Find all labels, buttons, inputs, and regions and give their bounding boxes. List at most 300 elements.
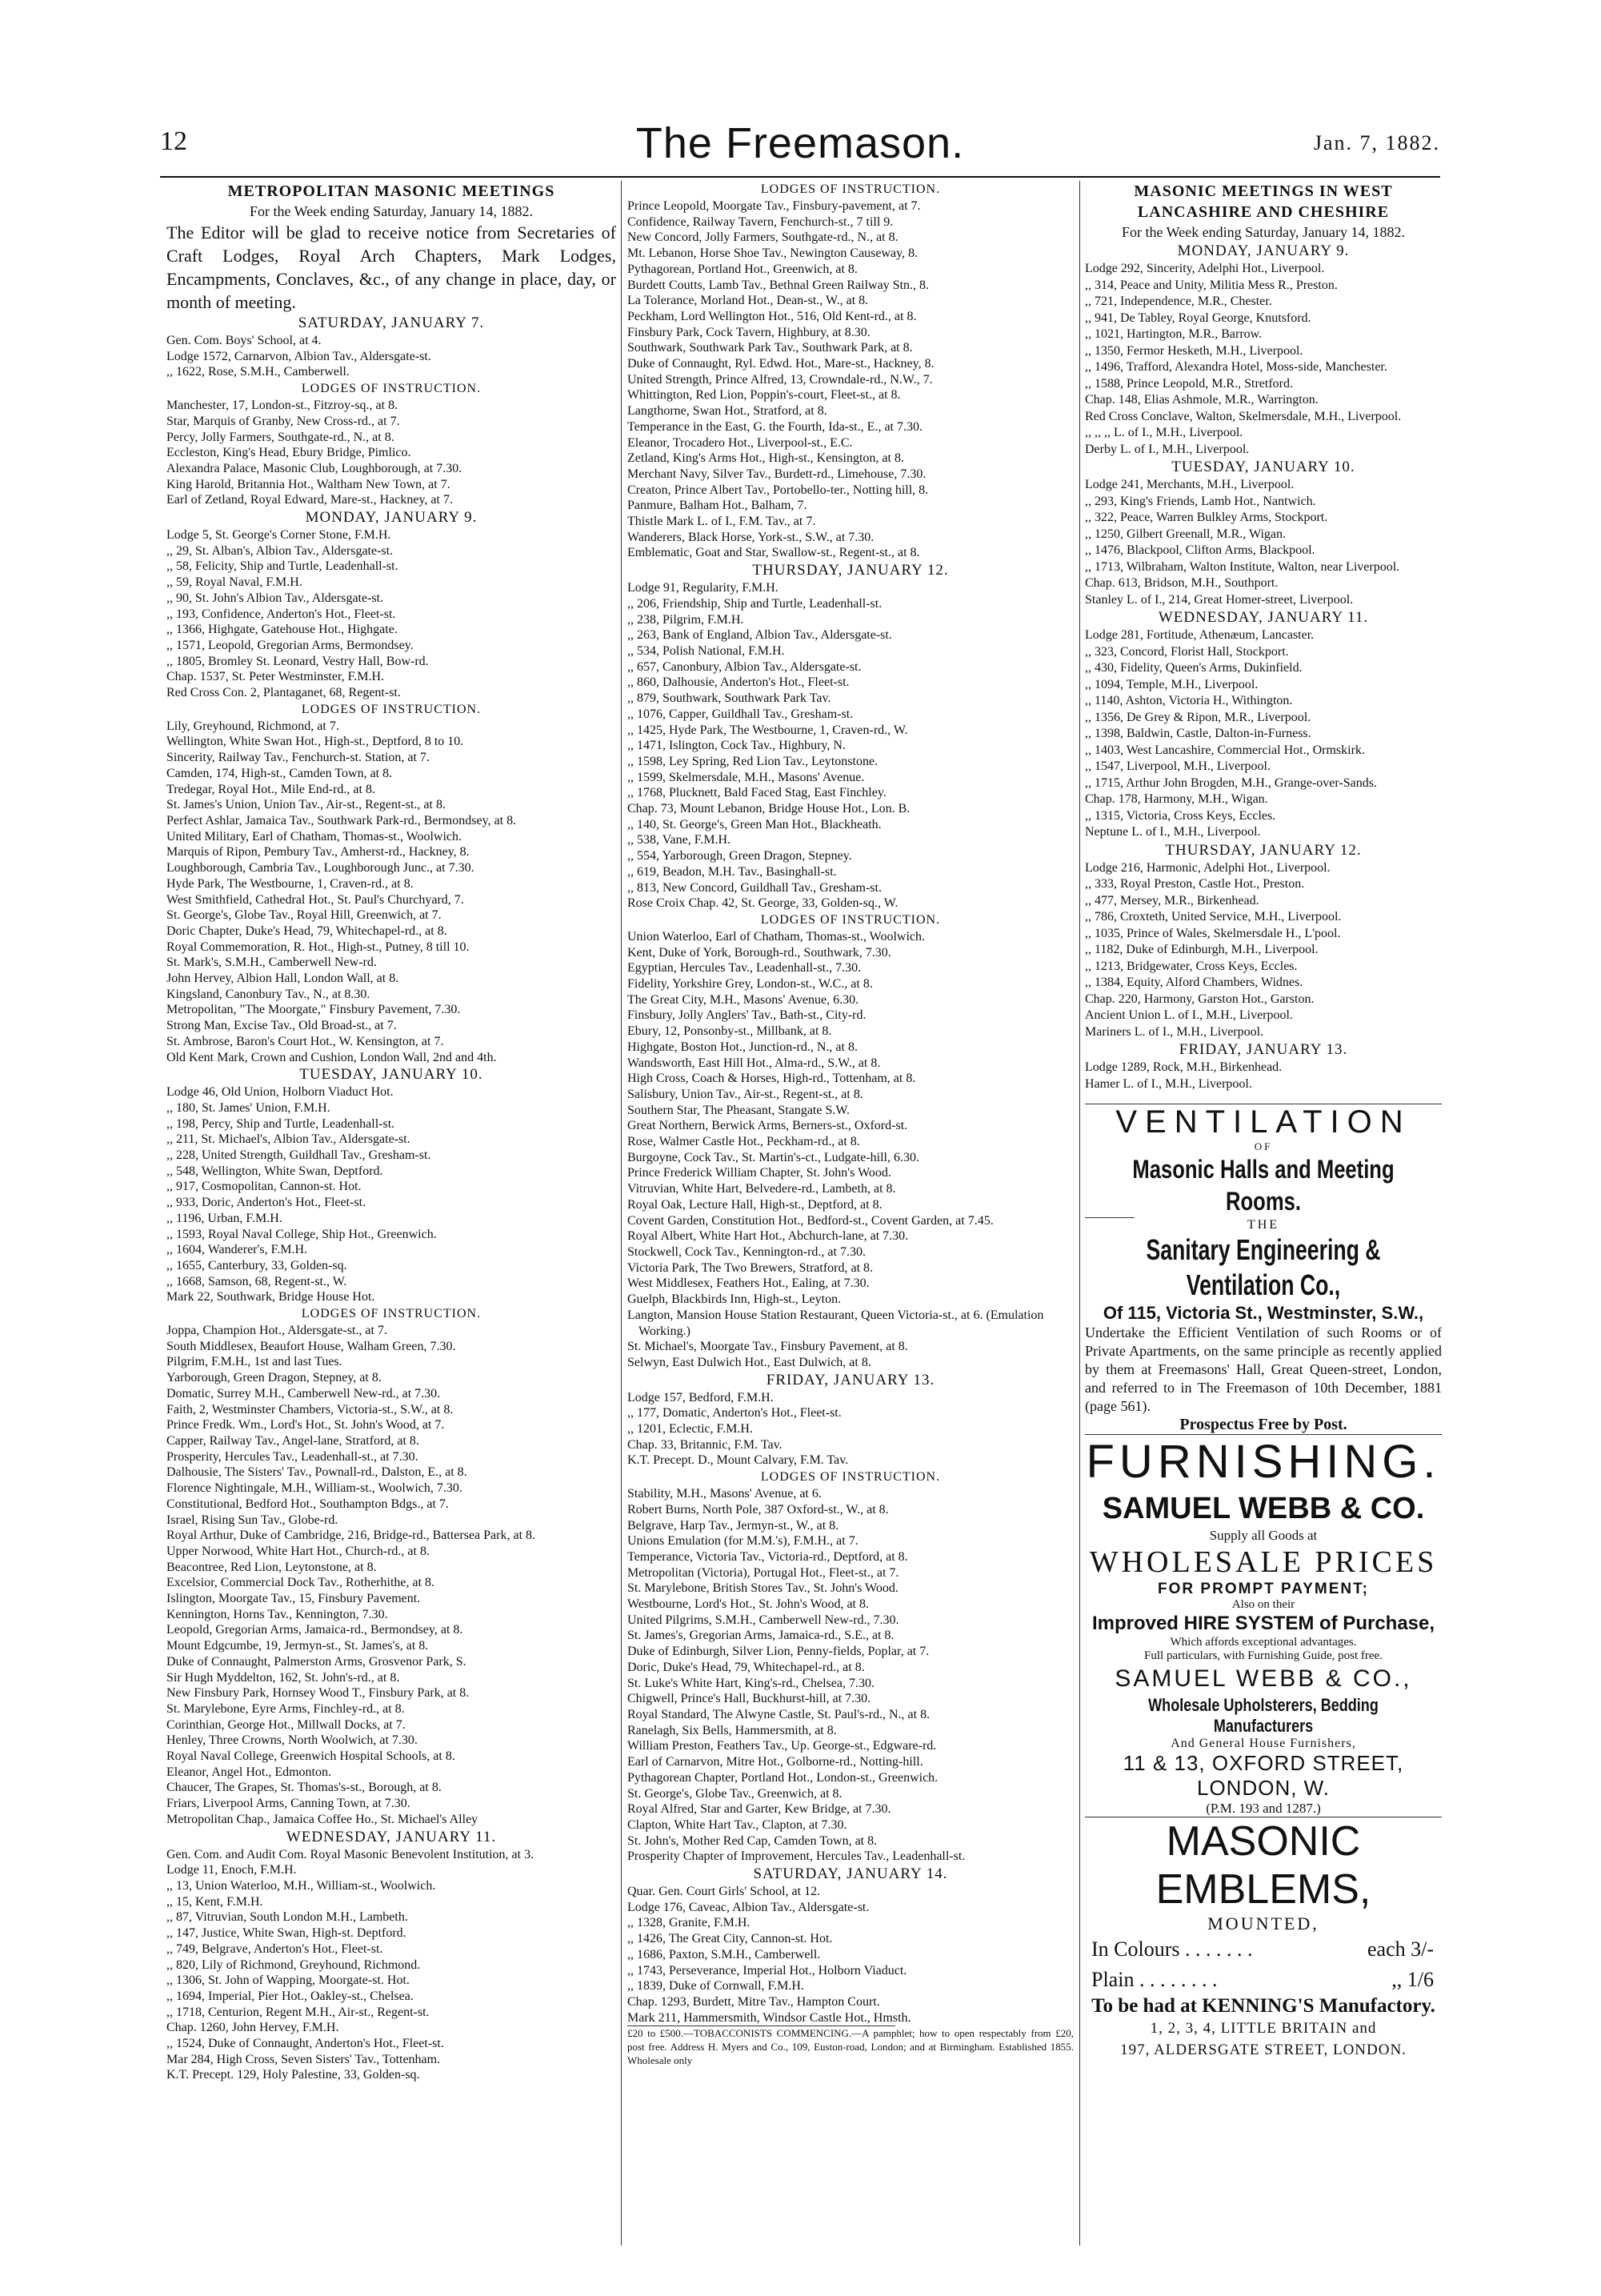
meeting-entry: Mar 284, High Cross, Seven Sisters' Tav., Tottenham.	[166, 2052, 441, 2066]
tobacconist-advert: £20 to £500.—TOBACCONISTS COMMENCING.—A pamphlet; how to open respectably from £20, post free. Address H. Myers and Co., 109, Euston-road, London; and at Birmingham. Established 1855. Wholesale only	[627, 2027, 1074, 2067]
meeting-entry: Royal Alfred, Star and Garter, Kew Bridge, at 7.30.	[627, 1802, 891, 1817]
meeting-entry: ,, 1694, Imperial, Pier Hot., Oakley-st., Chelsea.	[166, 1989, 414, 2003]
advert-text: THE	[1247, 1218, 1280, 1232]
meeting-entry: Dalhousie, The Sisters' Tav., Pownall-rd., Dalston, E., at 8.	[166, 1465, 467, 1480]
meeting-entry: Red Cross Con. 2, Plantaganet, 68, Regent-st.	[166, 686, 401, 700]
meeting-entry: Royal Albert, White Hart Hot., Abchurch-lane, at 7.30.	[627, 1229, 909, 1244]
sub-heading: LODGES OF INSTRUCTION.	[760, 1470, 941, 1485]
meeting-entry: ,, 1250, Gilbert Greenall, M.R., Wigan.	[1085, 527, 1287, 541]
meeting-entry: Upper Norwood, White Hart Hot., Church-rd., at 8.	[166, 1544, 430, 1558]
meeting-entry: ,, 238, Pilgrim, F.M.H.	[627, 612, 744, 627]
meeting-entry: Guelph, Blackbirds Inn, High-st., Leyton.	[627, 1292, 842, 1307]
meeting-entry: ,, 1588, Prince Leopold, M.R., Stretford.	[1085, 376, 1293, 391]
meeting-entry: Israel, Rising Sun Tav., Globe-rd.	[166, 1513, 338, 1527]
company-name: SAMUEL WEBB & CO.	[1102, 1492, 1425, 1525]
meeting-entry: Thistle Mark L. of I., F.M. Tav., at 7.	[627, 515, 816, 529]
meeting-entry: Wanderers, Black Horse, York-st., S.W., at 7.30.	[627, 530, 875, 544]
meeting-entry: Earl of Carnarvon, Mitre Hot., Golborne-rd., Notting-hill.	[627, 1755, 923, 1769]
meeting-entry: Stockwell, Cock Tav., Kennington-rd., at 7.30.	[627, 1245, 866, 1259]
meeting-entry: Chap. 1260, John Hervey, F.M.H.	[166, 2021, 339, 2035]
meeting-entry: Egyptian, Hercules Tav., Leadenhall-st., 7.30.	[627, 961, 862, 976]
meeting-entry: ,, 58, Felicity, Ship and Turtle, Leadenhall-st.	[166, 559, 398, 574]
meeting-entry: ,, 1524, Duke of Connaught, Anderton's Hot., Fleet-st.	[166, 2037, 444, 2051]
meeting-entry: ,, 1686, Paxton, S.M.H., Camberwell.	[627, 1947, 821, 1961]
meeting-entry: Prince Frederick William Chapter, St. John's Wood.	[627, 1166, 891, 1180]
meeting-entry: ,, 1593, Royal Naval College, Ship Hot., Greenwich.	[166, 1227, 437, 1241]
meeting-entry: ,, 1366, Highgate, Gatehouse Hot., Highgate.	[166, 623, 398, 637]
meeting-entry: West Smithfield, Cathedral Hot., St. Paul's Churchyard, 7.	[166, 892, 464, 907]
advert-text: MOUNTED,	[1207, 1913, 1319, 1933]
meeting-entry: Eccleston, King's Head, Ebury Bridge, Pimlico.	[166, 446, 411, 460]
meeting-entry: ,, 430, Fidelity, Queen's Arms, Dukinfield.	[1085, 661, 1303, 675]
meeting-entry: Prince Leopold, Moorgate Tav., Finsbury-pavement, at 7.	[627, 199, 921, 213]
meeting-entry: Gen. Com. and Audit Com. Royal Masonic Benevolent Institution, at 3.	[166, 1847, 534, 1861]
meeting-entry: ,, 1715, Arthur John Brogden, M.H., Grange-over-Sands.	[1085, 775, 1377, 790]
meeting-entry: Stanley L. of I., 214, Great Homer-street, Liverpool.	[1085, 592, 1354, 607]
meeting-entry: Creaton, Prince Albert Tav., Portobello-ter., Notting hill, 8.	[627, 483, 929, 497]
meeting-entry: Leopold, Gregorian Arms, Jamaica-rd., Bermondsey, at 8.	[166, 1623, 463, 1637]
meeting-entry: Rose Croix Chap. 42, St. George, 33, Golden-sq., W.	[627, 896, 899, 911]
meeting-entry: ,, 619, Beadon, M.H. Tav., Basinghall-st.	[627, 864, 837, 879]
meeting-entry: ,, 1547, Liverpool, M.H., Liverpool.	[1085, 759, 1271, 773]
meeting-entry: Southern Star, The Pheasant, Stangate S.W.	[627, 1103, 850, 1117]
meeting-entry: Lodge 1572, Carnarvon, Albion Tav., Aldersgate-st.	[166, 349, 431, 363]
meeting-entry: St. George's, Globe Tav., Royal Hill, Greenwich, at 7.	[166, 908, 442, 923]
meeting-entry: ,, 1768, Plucknett, Bald Faced Stag, East Finchley.	[627, 786, 887, 800]
meeting-entry: Ancient Union L. of I., M.H., Liverpool.	[1085, 1008, 1293, 1022]
meeting-entry: Rose, Walmer Castle Hot., Peckham-rd., at 8.	[627, 1135, 860, 1149]
meeting-entry: ,, 29, St. Alban's, Albion Tav., Aldersgate-st.	[166, 543, 394, 558]
meeting-entry: West Middlesex, Feathers Hot., Ealing, at 7.30.	[627, 1276, 870, 1291]
meeting-entry: Kennington, Horns Tav., Kennington, 7.30.	[166, 1607, 388, 1621]
meeting-entry: Finsbury, Jolly Anglers' Tav., Bath-st., City-rd.	[627, 1008, 867, 1023]
meeting-entry: Royal Commemoration, R. Hot., High-st., Putney, 8 till 10.	[166, 940, 470, 954]
meeting-entry: Mount Edgcumbe, 19, Jermyn-st., St. James's, at 8.	[166, 1639, 429, 1653]
meeting-entry: ,, 59, Royal Naval, F.M.H.	[166, 575, 302, 590]
meeting-entry: The Great City, M.H., Masons' Avenue, 6.30.	[627, 992, 859, 1007]
meeting-entry: ,, 1718, Centurion, Regent M.H., Air-st., Regent-st.	[166, 2005, 430, 2019]
meeting-entry: ,, 180, St. James' Union, F.M.H.	[166, 1100, 330, 1115]
meeting-entry: ,, 1196, Urban, F.M.H.	[166, 1211, 282, 1225]
furnishing-advert	[1085, 1435, 1442, 1817]
meeting-entry: Westbourne, Lord's Hot., St. John's Wood, at 8.	[627, 1597, 869, 1612]
meeting-entry: ,, 193, Confidence, Anderton's Hot., Fleet-st.	[166, 607, 396, 621]
meeting-entry: Kent, Duke of York, Borough-rd., Southwark, 7.30.	[627, 945, 891, 960]
meeting-entry: Lodge 11, Enoch, F.M.H.	[166, 1863, 297, 1877]
meeting-entry: King Harold, Britannia Hot., Waltham New Town, at 7.	[166, 477, 450, 491]
advert-text: Wholesale Upholsterers, Bedding Manufacturers	[1148, 1695, 1379, 1736]
advert-heading: WHOLESALE PRICES	[1089, 1545, 1438, 1579]
meeting-entry: ,, 206, Friendship, Ship and Turtle, Leadenhall-st.	[627, 596, 883, 611]
meeting-entry: Finsbury Park, Cock Tavern, Highbury, at 8.30.	[627, 325, 871, 339]
meeting-entry: Highgate, Boston Hot., Junction-rd., N., at 8.	[627, 1040, 858, 1054]
meeting-entry: Wandsworth, East Hill Hot., Alma-rd., S.W., at 8.	[627, 1056, 881, 1070]
meeting-entry: Duke of Connaught, Palmerston Arms, Grosvenor Park, S.	[166, 1654, 466, 1669]
meeting-entry: ,, 1213, Bridgewater, Cross Keys, Eccles.	[1085, 959, 1298, 973]
meeting-entry: New Finsbury Park, Hornsey Wood T., Finsbury Park, at 8.	[166, 1686, 470, 1701]
meeting-entry: Mark 211, Hammersmith, Windsor Castle Hot., Hmsth.	[627, 2010, 911, 2025]
day-heading: TUESDAY, JANUARY 10.	[299, 1066, 483, 1084]
meeting-entry: ,, 1622, Rose, S.M.H., Camberwell.	[166, 365, 350, 379]
meeting-entry: ,, 860, Dalhousie, Anderton's Hot., Fleet-st.	[627, 675, 850, 690]
meeting-entry: High Cross, Coach & Horses, High-rd., Tottenham, at 8.	[627, 1072, 916, 1086]
price-label: In Colours . . . . . . .	[1091, 1937, 1253, 1961]
meeting-entry: ,, 721, Independence, M.R., Chester.	[1085, 295, 1272, 308]
sub-heading: LODGES OF INSTRUCTION.	[301, 1307, 482, 1321]
meeting-entry: ,, 1140, Ashton, Victoria H., Withington.	[1085, 694, 1293, 707]
meeting-entry: Sincerity, Railway Tav., Fenchurch-st. Station, at 7.	[166, 751, 430, 765]
meeting-entry: United Military, Earl of Chatham, Thomas-st., Woolwich.	[166, 829, 462, 843]
meeting-entry: ,, 228, United Strength, Guildhall Tav., Gresham-st.	[166, 1148, 431, 1163]
meeting-entry: Victoria Park, The Two Brewers, Stratford, at 8.	[627, 1260, 874, 1275]
meeting-entry: ,, 879, Southwark, Southwark Park Tav.	[627, 691, 831, 706]
advert-note: Prospectus Free by Post.	[1179, 1416, 1347, 1433]
meeting-entry: Henley, Three Crowns, North Woolwich, at 7.30.	[166, 1733, 418, 1748]
meeting-entry: Peckham, Lord Wellington Hot., 516, Old Kent-rd., at 8.	[627, 309, 917, 323]
day-heading: MONDAY, JANUARY 9.	[1177, 242, 1350, 259]
meeting-entry: Stability, M.H., Masons' Avenue, at 6.	[627, 1487, 822, 1501]
advert-body: Undertake the Efficient Ventilation of such Rooms or of Private Apartments, on the same principle as recently applied by them at Freemasons' Hall, Great Queen-street, London, and referred to in The Freemason of 10th December, 1881 (page 561).	[1085, 1324, 1442, 1414]
meeting-entry: ,, 1598, Ley Spring, Red Lion Tav., Leytonstone.	[627, 754, 879, 768]
meeting-entry: St. Ambrose, Baron's Court Hot., W. Kensington, at 7.	[166, 1034, 444, 1048]
meeting-entry: Hamer L. of I., M.H., Liverpool.	[1085, 1076, 1252, 1091]
meeting-list	[166, 314, 616, 2083]
meeting-entry: Lodge 241, Merchants, M.H., Liverpool.	[1085, 478, 1295, 491]
meeting-entry: Selwyn, East Dulwich Hot., East Dulwich, at 8.	[627, 1355, 871, 1369]
meeting-entry: Red Cross Conclave, Walton, Skelmersdale, M.H., Liverpool.	[1085, 409, 1402, 423]
day-heading: WEDNESDAY, JANUARY 11.	[286, 1828, 497, 1845]
meeting-entry: ,, 1604, Wanderer's, F.M.H.	[166, 1243, 307, 1257]
meeting-entry: Whittington, Red Lion, Poppin's-court, Fleet-st., at 8.	[627, 388, 901, 403]
section-title: METROPOLITAN MASONIC MEETINGS	[227, 182, 555, 200]
meeting-entry: Doric, Duke's Head, 79, Whitechapel-rd., at 8.	[627, 1660, 865, 1674]
advert-text: OF	[1254, 1140, 1273, 1152]
meeting-entry: Joppa, Champion Hot., Aldersgate-st., at 7.	[166, 1324, 387, 1338]
day-heading: FRIDAY, JANUARY 13.	[766, 1371, 935, 1388]
meeting-entry: Hyde Park, The Westbourne, 1, Craven-rd., at 8.	[166, 876, 414, 891]
meeting-entry: Chaucer, The Grapes, St. Thomas's-st., Borough, at 8.	[166, 1781, 442, 1795]
meeting-entry: St. George's, Globe Tav., Greenwich, at 8.	[627, 1786, 843, 1801]
meeting-entry: Islington, Moorgate Tav., 15, Finsbury Pavement.	[166, 1592, 421, 1606]
meeting-entry: Perfect Ashlar, Jamaica Tav., Southwark Park-rd., Bermondsey, at 8.	[166, 813, 517, 827]
section-subtitle: For the Week ending Saturday, January 14, 1882.	[250, 203, 533, 219]
meeting-entry: K.T. Precept. 129, Holy Palestine, 33, Golden-sq.	[166, 2068, 420, 2082]
meeting-entry: ,, 1743, Perseverance, Imperial Hot., Holborn Viaduct.	[627, 1963, 907, 1977]
sub-heading: LODGES OF INSTRUCTION.	[760, 182, 941, 196]
meeting-entry: Friars, Liverpool Arms, Canning Town, at 7.30.	[166, 1797, 410, 1811]
company-name: SAMUEL WEBB & CO.,	[1115, 1665, 1412, 1692]
meeting-entry: St. Luke's White Hart, King's-rd., Chelsea, 7.30.	[627, 1676, 875, 1690]
meeting-entry: New Concord, Jolly Farmers, Southgate-rd., N., at 8.	[627, 230, 899, 245]
day-heading: MONDAY, JANUARY 9.	[305, 509, 478, 527]
meeting-entry: Panmure, Balham Hot., Balham, 7.	[627, 499, 807, 513]
advert-title: FURNISHING.	[1086, 1436, 1441, 1488]
price-row	[1085, 1965, 1442, 1995]
meeting-entry: Capper, Railway Tav., Angel-lane, Stratford, at 8.	[166, 1434, 419, 1448]
meeting-entry: John Hervey, Albion Hall, London Wall, at 8.	[166, 972, 399, 986]
meeting-entry: Royal Standard, The Alwyne Castle, St. Paul's-rd., N., at 8.	[627, 1707, 931, 1721]
column-west-lancashire	[1085, 181, 1442, 2061]
meeting-entry: Loughborough, Cambria Tav., Loughborough Junc., at 7.30.	[166, 861, 474, 876]
meeting-entry: Sir Hugh Myddelton, 162, St. John's-rd., at 8.	[166, 1670, 400, 1685]
meeting-entry: ,, 1471, Islington, Cock Tav., Highbury, N.	[627, 739, 846, 753]
meeting-entry: ,, 1356, De Grey & Ripon, M.R., Liverpool.	[1085, 710, 1311, 724]
price-row	[1085, 1934, 1442, 1965]
meeting-entry: Pythagorean Chapter, Portland Hot., London-st., Greenwich.	[627, 1770, 939, 1785]
meeting-entry: ,, 1306, St. John of Wapping, Moorgate-st. Hot.	[166, 1973, 410, 1988]
meeting-entry: Chap. 613, Bridson, M.H., Southport.	[1085, 576, 1279, 590]
meeting-entry: Ebury, 12, Ponsonby-st., Millbank, at 8.	[627, 1024, 832, 1039]
meeting-entry: ,, 293, King's Friends, Lamb Hot., Nantwich.	[1085, 494, 1316, 508]
meeting-entry: ,, 1315, Victoria, Cross Keys, Eccles.	[1085, 808, 1276, 823]
meeting-entry: ,, 1599, Skelmersdale, M.H., Masons' Avenue.	[627, 770, 865, 784]
advert-text: FOR PROMPT PAYMENT;	[1158, 1581, 1369, 1597]
meeting-entry: Ranelagh, Six Bells, Hammersmith, at 8.	[627, 1723, 837, 1737]
emblems-advert	[1085, 1817, 1442, 2061]
meeting-entry: Lodge 91, Regularity, F.M.H.	[627, 581, 778, 595]
meeting-entry: St. James's Union, Union Tav., Air-st., Regent-st., at 8.	[166, 798, 446, 812]
page-header	[160, 118, 1440, 174]
meeting-entry: ,, 786, Croxteth, United Service, M.H., Liverpool.	[1085, 910, 1342, 924]
meeting-entry: William Preston, Feathers Tav., Up. George-st., Edgware-rd.	[627, 1739, 937, 1753]
meeting-entry: Chap. 33, Britannic, F.M. Tav.	[627, 1437, 782, 1452]
meeting-entry: Burdett Coutts, Lamb Tav., Bethnal Green Railway Stn., 8.	[627, 278, 930, 292]
meeting-entry: Southwark, Southwark Park Tav., Southwark Park, at 8.	[627, 341, 913, 355]
meeting-entry: Beacontree, Red Lion, Leytonstone, at 8.	[166, 1560, 377, 1574]
advert-text: And General House Furnishers,	[1171, 1737, 1356, 1750]
meeting-entry: Covent Garden, Constitution Hot., Bedford-st., Covent Garden, at 7.45.	[627, 1213, 994, 1228]
meeting-entry: ,, 1668, Samson, 68, Regent-st., W.	[166, 1274, 347, 1288]
advert-text: (P.M. 193 and 1287.)	[1206, 1801, 1321, 1816]
meeting-entry: Manchester, 17, London-st., Fitzroy-sq., at 8.	[166, 399, 398, 413]
meeting-entry: ,, 13, Union Waterloo, M.H., William-st., Woolwich.	[166, 1878, 436, 1893]
company-address: 1, 2, 3, 4, LITTLE BRITAIN and	[1150, 2020, 1377, 2037]
meeting-entry: ,, 1805, Bromley St. Leonard, Vestry Hall, Bow-rd.	[166, 654, 429, 668]
price-value: ,, 1/6	[1391, 1968, 1434, 1991]
column-divider	[621, 181, 622, 2246]
column-metropolitan-continued	[627, 181, 1074, 2067]
meeting-entry: Chap. 148, Elias Ashmole, M.R., Warrington.	[1085, 393, 1319, 407]
meeting-entry: South Middlesex, Beaufort House, Walham Green, 7.30.	[166, 1339, 456, 1353]
meeting-entry: Prosperity Chapter of Improvement, Hercules Tav., Leadenhall-st.	[627, 1849, 966, 1864]
meeting-entry: United Strength, Prince Alfred, 13, Crowndale-rd., N.W., 7.	[627, 372, 933, 387]
meeting-entry: ,, 1201, Eclectic, F.M.H.	[627, 1422, 753, 1437]
meeting-entry: Gen. Com. Boys' School, at 4.	[166, 334, 322, 347]
day-heading: WEDNESDAY, JANUARY 11.	[1158, 609, 1369, 626]
meeting-entry: Derby L. of I., M.H., Liverpool.	[1085, 442, 1250, 456]
meeting-entry: Burgoyne, Cock Tav., St. Martin's-ct., Ludgate-hill, 6.30.	[627, 1150, 919, 1164]
meeting-entry: Lodge 281, Fortitude, Athenæum, Lancaster.	[1085, 628, 1315, 642]
meeting-entry: Yarborough, Green Dragon, Stepney, at 8.	[166, 1371, 382, 1385]
meeting-entry: ,, 333, Royal Preston, Castle Hot., Preston.	[1085, 877, 1305, 891]
meeting-entry: St. James's, Gregorian Arms, Jamaica-rd., S.E., at 8.	[627, 1629, 895, 1643]
meeting-entry: Metropolitan Chap., Jamaica Coffee Ho., St. Michael's Alley	[166, 1812, 478, 1826]
day-heading: FRIDAY, JANUARY 13.	[1179, 1041, 1348, 1058]
meeting-entry: Langthorne, Swan Hot., Stratford, at 8.	[627, 404, 827, 419]
meeting-entry: ,, 538, Vane, F.M.H.	[627, 833, 731, 847]
advert-heading: To be had at KENNING'S Manufactory.	[1091, 1995, 1435, 2017]
meeting-entry: Eleanor, Trocadero Hot., Liverpool-st., E.C.	[627, 435, 853, 450]
meeting-entry: ,, 941, De Tabley, Royal George, Knutsford.	[1085, 311, 1311, 325]
advert-title: MASONIC EMBLEMS,	[1155, 1818, 1371, 1913]
meeting-entry: ,, 1328, Granite, F.M.H.	[627, 1916, 750, 1930]
meeting-entry: Chap. 1537, St. Peter Westminster, F.M.H.	[166, 670, 385, 684]
meeting-entry: ,, 1403, West Lancashire, Commercial Hot., Ormskirk.	[1085, 743, 1365, 757]
meeting-entry: ,, 917, Cosmopolitan, Cannon-st. Hot.	[166, 1180, 362, 1194]
meeting-entry: ,, 198, Percy, Ship and Turtle, Leadenhall-st.	[166, 1116, 395, 1131]
column-divider	[1079, 181, 1080, 2246]
meeting-entry: ,, 813, New Concord, Guildhall Tav., Gresham-st.	[627, 880, 882, 895]
meeting-entry: Mark 22, Southwark, Bridge House Hot.	[166, 1290, 375, 1304]
meeting-entry: Chap. 178, Harmony, M.H., Wigan.	[1085, 792, 1268, 806]
meeting-entry: Quar. Gen. Court Girls' School, at 12.	[627, 1885, 821, 1899]
meeting-entry: ,, 211, St. Michael's, Albion Tav., Aldersgate-st.	[166, 1132, 410, 1147]
meeting-entry: ,, 1384, Equity, Alford Chambers, Widnes.	[1085, 976, 1303, 989]
meeting-entry: St. Michael's, Moorgate Tav., Finsbury Pavement, at 8.	[627, 1340, 908, 1354]
meeting-entry: Eleanor, Angel Hot., Edmonton.	[166, 1765, 331, 1779]
section-subtitle: For the Week ending Saturday, January 14, 1882.	[1122, 224, 1405, 240]
meeting-entry: ,, 1035, Prince of Wales, Skelmersdale H., L'pool.	[1085, 926, 1341, 940]
meeting-entry: Lodge 46, Old Union, Holborn Viaduct Hot.	[166, 1085, 394, 1100]
advert-text: Also on their	[1231, 1598, 1295, 1611]
meeting-entry: Chap. 1293, Burdett, Mitre Tav., Hampton Court.	[627, 1994, 880, 2009]
meeting-entry: Unions Emulation (for M.M.'s), F.M.H., at 7.	[627, 1534, 859, 1549]
meeting-entry: ,, 15, Kent, F.M.H.	[166, 1894, 263, 1909]
meeting-entry: ,, 1076, Capper, Guildhall Tav., Gresham-st.	[627, 707, 854, 721]
meeting-entry: ,, 933, Doric, Anderton's Hot., Fleet-st.	[166, 1196, 366, 1210]
meeting-entry: ,, 323, Concord, Florist Hall, Stockport.	[1085, 644, 1289, 659]
day-heading: SATURDAY, JANUARY 7.	[298, 315, 485, 331]
meeting-entry: Excelsior, Commercial Dock Tav., Rotherhithe, at 8.	[166, 1576, 435, 1590]
meeting-entry: ,, 1655, Canterbury, 33, Golden-sq.	[166, 1258, 347, 1272]
meeting-entry: Lodge 1289, Rock, M.H., Birkenhead.	[1085, 1060, 1283, 1074]
meeting-entry: La Tolerance, Morland Hot., Dean-st., W., at 8.	[627, 294, 869, 308]
meeting-entry: Star, Marquis of Granby, New Cross-rd., at 7.	[166, 414, 400, 428]
meeting-entry: Merchant Navy, Silver Tav., Burdett-rd., Limehouse, 7.30.	[627, 467, 927, 481]
meeting-entry: Lodge 176, Caveac, Albion Tav., Aldersgate-st.	[627, 1900, 870, 1914]
meeting-entry: Metropolitan, "The Moorgate," Finsbury Pavement, 7.30.	[166, 1003, 461, 1017]
meeting-entry: ,, 87, Vitruvian, South London M.H., Lambeth.	[166, 1910, 408, 1925]
page-number: 12	[160, 126, 187, 156]
meeting-entry: St. Mark's, S.M.H., Camberwell New-rd.	[166, 956, 377, 970]
meeting-entry: Doric Chapter, Duke's Head, 79, Whitechapel-rd., at 8.	[166, 924, 447, 938]
meeting-entry: Union Waterloo, Earl of Chatham, Thomas-st., Woolwich.	[627, 929, 926, 944]
meeting-entry: Emblematic, Goat and Star, Swallow-st., Regent-st., at 8.	[627, 546, 920, 560]
meeting-entry: ,, 177, Domatic, Anderton's Hot., Fleet-st.	[627, 1406, 842, 1420]
meeting-entry: Camden, 174, High-st., Camden Town, at 8.	[166, 766, 393, 780]
meeting-entry: ,, 1350, Fermor Hesketh, M.H., Liverpool.	[1085, 343, 1303, 358]
meeting-entry: ,, 263, Bank of England, Albion Tav., Aldersgate-st.	[627, 628, 892, 643]
meeting-entry: ,, 1182, Duke of Edinburgh, M.H., Liverpool.	[1085, 943, 1319, 956]
meeting-entry: Duke of Edinburgh, Silver Lion, Penny-fields, Poplar, at 7.	[627, 1645, 930, 1659]
meeting-entry: Wellington, White Swan Hot., High-st., Deptford, 8 to 10.	[166, 735, 464, 749]
meeting-entry: Neptune L. of I., M.H., Liverpool.	[1085, 825, 1261, 839]
editor-note: The Editor will be glad to receive notice from Secretaries of Craft Lodges, Royal Arch Chapters, Mark Lodges, Encampments, Conclaves, &c., of any change in place, day, or month of meeting.	[166, 222, 616, 312]
meeting-entry: ,, 1839, Duke of Cornwall, F.M.H.	[627, 1979, 804, 1993]
meeting-entry: Temperance in the East, G. the Fourth, Ida-st., E., at 7.30.	[627, 419, 923, 434]
ventilation-advert	[1085, 1104, 1442, 1434]
meeting-entry: Vitruvian, White Hart, Belvedere-rd., Lambeth, at 8.	[627, 1182, 896, 1196]
meeting-entry: ,, 147, Justice, White Swan, High-st. Deptford.	[166, 1926, 406, 1941]
meeting-entry: Lily, Greyhound, Richmond, at 7.	[166, 719, 339, 733]
meeting-entry: Strong Man, Excise Tav., Old Broad-st., at 7.	[166, 1019, 397, 1033]
price-value: each 3/-	[1367, 1937, 1434, 1961]
meeting-entry: Domatic, Surrey M.H., Camberwell New-rd., at 7.30.	[166, 1386, 441, 1400]
meeting-entry: ,, 548, Wellington, White Swan, Deptford.	[166, 1164, 383, 1178]
meeting-entry: Chap. 220, Harmony, Garston Hot., Garston.	[1085, 992, 1315, 1006]
meeting-entry: ,, 1425, Hyde Park, The Westbourne, 1, Craven-rd., W.	[627, 723, 908, 737]
advert-title: VENTILATION	[1115, 1104, 1411, 1140]
meeting-entry: ,, 820, Lily of Richmond, Greyhound, Richmond.	[166, 1957, 421, 1972]
meeting-entry: Prince Fredk. Wm., Lord's Hot., St. John's Wood, at 7.	[166, 1418, 445, 1432]
company-address: 197, ALDERSGATE STREET, LONDON.	[1120, 2042, 1407, 2058]
meeting-entry: ,, 1094, Temple, M.H., Liverpool.	[1085, 677, 1259, 691]
meeting-entry: ,, 90, St. John's Albion Tav., Aldersgate-st.	[166, 591, 384, 605]
meeting-entry: Great Northern, Berwick Arms, Berners-st., Oxford-st.	[627, 1119, 908, 1133]
meeting-entry: Royal Oak, Lecture Hall, High-st., Deptford, at 8.	[627, 1197, 883, 1212]
meeting-entry: Belgrave, Harp Tav., Jermyn-st., W., at 8.	[627, 1518, 839, 1533]
meeting-entry: Earl of Zetland, Royal Edward, Mare-st., Hackney, at 7.	[166, 493, 453, 507]
meeting-entry: Royal Arthur, Duke of Cambridge, 216, Bridge-rd., Battersea Park, at 8.	[166, 1529, 536, 1543]
meeting-entry: Corinthian, George Hot., Millwall Docks, at 7.	[166, 1717, 406, 1732]
meeting-entry: Mt. Lebanon, Horse Shoe Tav., Newington Causeway, 8.	[627, 246, 919, 261]
sub-heading: LODGES OF INSTRUCTION.	[301, 382, 482, 396]
meeting-entry: ,, 749, Belgrave, Anderton's Hot., Fleet-st.	[166, 1941, 383, 1956]
day-heading: TUESDAY, JANUARY 10.	[1171, 459, 1355, 475]
meeting-entry: ,, 1021, Hartington, M.R., Barrow.	[1085, 327, 1263, 341]
meeting-entry: ,, 1496, Trafford, Alexandra Hotel, Moss-side, Manchester.	[1085, 360, 1387, 374]
issue-date: Jan. 7, 1882.	[1313, 131, 1440, 154]
meeting-entry: Percy, Jolly Farmers, Southgate-rd., N., at 8.	[166, 430, 394, 444]
meeting-entry: Robert Burns, North Pole, 387 Oxford-st., W., at 8.	[627, 1502, 889, 1517]
column-metropolitan	[166, 181, 616, 2083]
company-address: Of 115, Victoria St., Westminster, S.W.,	[1103, 1303, 1424, 1323]
advert-heading: Masonic Halls and Meeting Rooms.	[1132, 1155, 1395, 1216]
meeting-entry: St. Marylebone, Eyre Arms, Finchley-rd., at 8.	[166, 1701, 405, 1716]
meeting-entry: ,, 554, Yarborough, Green Dragon, Stepney.	[627, 849, 852, 864]
meeting-entry: ,, 477, Mersey, M.R., Birkenhead.	[1085, 893, 1259, 908]
meeting-entry: Fidelity, Yorkshire Grey, London-st., W.C., at 8.	[627, 977, 873, 992]
meeting-entry: Alexandra Palace, Masonic Club, Loughborough, at 7.30.	[166, 461, 462, 475]
meeting-entry: Zetland, King's Arms Hot., High-st., Kensington, at 8.	[627, 451, 904, 466]
meeting-entry: Salisbury, Union Tav., Air-st., Regent-st., at 8.	[627, 1087, 863, 1101]
meeting-entry: Metropolitan (Victoria), Portugal Hot., Fleet-st., at 7.	[627, 1565, 899, 1580]
meeting-entry: ,, 1426, The Great City, Cannon-st. Hot.	[627, 1932, 833, 1946]
meeting-entry: Temperance, Victoria Tav., Victoria-rd., Deptford, at 8.	[627, 1549, 908, 1564]
meeting-entry: Lodge 5, St. George's Corner Stone, F.M.H.	[166, 528, 391, 543]
meeting-entry: ,, ,, ,, L. of I., M.H., Liverpool.	[1085, 426, 1243, 439]
meeting-entry: Clapton, White Hart Tav., Clapton, at 7.30.	[627, 1817, 847, 1832]
masthead: The Freemason.	[635, 119, 965, 167]
meeting-entry: Florence Nightingale, M.H., William-st., Woolwich, 7.30.	[166, 1481, 462, 1496]
meeting-entry: Tredegar, Royal Hot., Mile End-rd., at 8.	[166, 782, 375, 796]
company-address: 11 & 13, OXFORD STREET, LONDON, W.	[1123, 1751, 1404, 1800]
meeting-entry: Mariners L. of I., M.H., Liverpool.	[1085, 1024, 1264, 1039]
meeting-entry: Royal Naval College, Greenwich Hospital Schools, at 8.	[166, 1749, 455, 1764]
sub-heading: LODGES OF INSTRUCTION.	[301, 702, 482, 716]
meeting-entry: Duke of Connaught, Ryl. Edwd. Hot., Mare-st., Hackney, 8.	[627, 357, 935, 371]
advert-heading: Improved HIRE SYSTEM of Purchase,	[1091, 1613, 1435, 1634]
meeting-entry: Constitutional, Bedford Hot., Southampton Bdgs., at 7.	[166, 1497, 449, 1511]
meeting-entry: ,, 322, Peace, Warren Bulkley Arms, Stockport.	[1085, 511, 1328, 524]
price-label: Plain . . . . . . . .	[1091, 1968, 1218, 1991]
section-title: MASONIC MEETINGS IN WEST LANCASHIRE AND CHESHIRE	[1134, 182, 1393, 221]
meeting-entry: ,, 1713, Wilbraham, Walton Institute, Walton, near Liverpool.	[1085, 559, 1400, 574]
meeting-entry: St. John's, Mother Red Cap, Camden Town, at 8.	[627, 1833, 878, 1848]
day-heading: THURSDAY, JANUARY 12.	[752, 562, 949, 579]
meeting-entry: ,, 314, Peace and Unity, Militia Mess R., Preston.	[1085, 278, 1338, 292]
meeting-entry: K.T. Precept. D., Mount Calvary, F.M. Tav.	[627, 1453, 849, 1468]
